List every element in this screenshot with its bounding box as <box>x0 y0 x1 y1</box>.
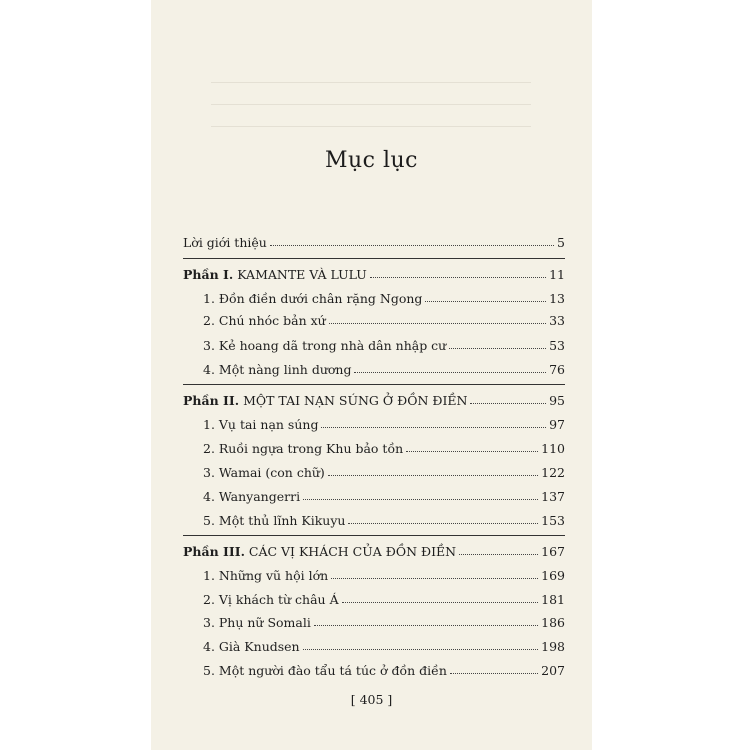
toc-entry[interactable] <box>203 335 565 353</box>
entry-page: 181 <box>541 592 565 607</box>
toc-part-3[interactable] <box>183 541 565 559</box>
toc-title: Mục lục <box>324 148 419 173</box>
entry-page: 110 <box>541 441 565 456</box>
toc-entry[interactable] <box>203 612 565 630</box>
entry-page: 153 <box>541 513 565 528</box>
dot-leader <box>425 300 546 302</box>
entry-page: 137 <box>541 489 565 504</box>
toc-entry[interactable] <box>203 288 565 306</box>
entry-page: 169 <box>541 568 565 583</box>
toc-entry[interactable] <box>203 462 565 480</box>
entry-label: 4. Một nàng linh dương <box>203 362 352 377</box>
toc-entry[interactable] <box>203 589 565 607</box>
entry-label: 1. Vụ tai nạn súng <box>203 417 319 432</box>
part-page: 167 <box>541 544 565 559</box>
divider <box>183 535 565 536</box>
toc-entry[interactable] <box>203 486 565 504</box>
dot-leader <box>450 672 538 674</box>
dot-leader <box>449 347 546 349</box>
page-number: [ 405 ] <box>350 692 393 707</box>
dot-leader <box>321 426 546 428</box>
toc-entry[interactable] <box>203 414 565 432</box>
entry-page: 198 <box>541 639 565 654</box>
part-page: 11 <box>549 267 565 282</box>
entry-page: 5 <box>557 235 565 250</box>
part-prefix: Phần III. <box>183 544 245 559</box>
divider <box>183 384 565 385</box>
entry-page: 53 <box>549 338 565 353</box>
entry-page: 186 <box>541 615 565 630</box>
part-title: KAMANTE VÀ LULU <box>237 267 367 282</box>
toc-entry[interactable] <box>203 660 565 678</box>
divider <box>183 258 565 259</box>
entry-label: 4. Wanyangerri <box>203 489 301 504</box>
part-page: 95 <box>549 393 565 408</box>
entry-label: 3. Wamai (con chữ) <box>203 465 325 480</box>
entry-label: 5. Một thủ lĩnh Kikuyu <box>203 513 346 528</box>
dot-leader <box>314 624 538 626</box>
toc-entry[interactable] <box>203 565 565 583</box>
toc-entry[interactable] <box>203 438 565 456</box>
entry-label: 1. Những vũ hội lớn <box>203 568 329 583</box>
part-title: MỘT TAI NẠN SÚNG Ở ĐỒN ĐIỀN <box>243 393 468 408</box>
entry-page: 122 <box>541 465 565 480</box>
entry-label: 3. Phụ nữ Somali <box>203 615 311 630</box>
entry-page: 13 <box>549 291 565 306</box>
entry-label: 1. Đồn điền dưới chân rặng Ngong <box>203 291 423 306</box>
bleed-through <box>211 70 531 140</box>
dot-leader <box>303 498 538 500</box>
entry-page: 76 <box>549 362 565 377</box>
dot-leader <box>470 402 546 404</box>
dot-leader <box>354 371 546 373</box>
dot-leader <box>342 601 539 603</box>
dot-leader <box>303 648 539 650</box>
part-title: CÁC VỊ KHÁCH CỦA ĐỒN ĐIỀN <box>248 544 457 559</box>
entry-label: 4. Già Knudsen <box>203 639 300 654</box>
entry-label: 5. Một người đào tẩu tá túc ở đồn điền <box>203 663 447 678</box>
dot-leader <box>329 322 546 324</box>
part-prefix: Phần II. <box>183 393 240 408</box>
toc-entry[interactable] <box>203 510 565 528</box>
entry-label: Lời giới thiệu <box>183 235 267 250</box>
dot-leader <box>459 553 538 555</box>
entry-page: 207 <box>541 663 565 678</box>
dot-leader <box>406 450 538 452</box>
toc-entry[interactable] <box>203 359 565 377</box>
toc-part-2[interactable] <box>183 390 565 408</box>
entry-label: 2. Vị khách từ châu Á <box>203 592 339 607</box>
entry-page: 97 <box>549 417 565 432</box>
entry-label: 2. Ruồi ngựa trong Khu bảo tồn <box>203 441 404 456</box>
toc-entry-intro[interactable] <box>183 232 565 250</box>
toc-entry[interactable] <box>203 310 565 328</box>
part-prefix: Phần I. <box>183 267 234 282</box>
dot-leader <box>331 577 538 579</box>
entry-label: 2. Chú nhóc bản xứ <box>203 313 326 328</box>
toc-entry[interactable] <box>203 636 565 654</box>
dot-leader <box>348 522 538 524</box>
book-page <box>151 0 592 750</box>
entry-label: 3. Kẻ hoang dã trong nhà dân nhập cư <box>203 338 447 353</box>
dot-leader <box>370 276 546 278</box>
dot-leader <box>270 244 554 246</box>
dot-leader <box>328 474 538 476</box>
entry-page: 33 <box>549 313 565 328</box>
toc-part-1[interactable] <box>183 264 565 282</box>
